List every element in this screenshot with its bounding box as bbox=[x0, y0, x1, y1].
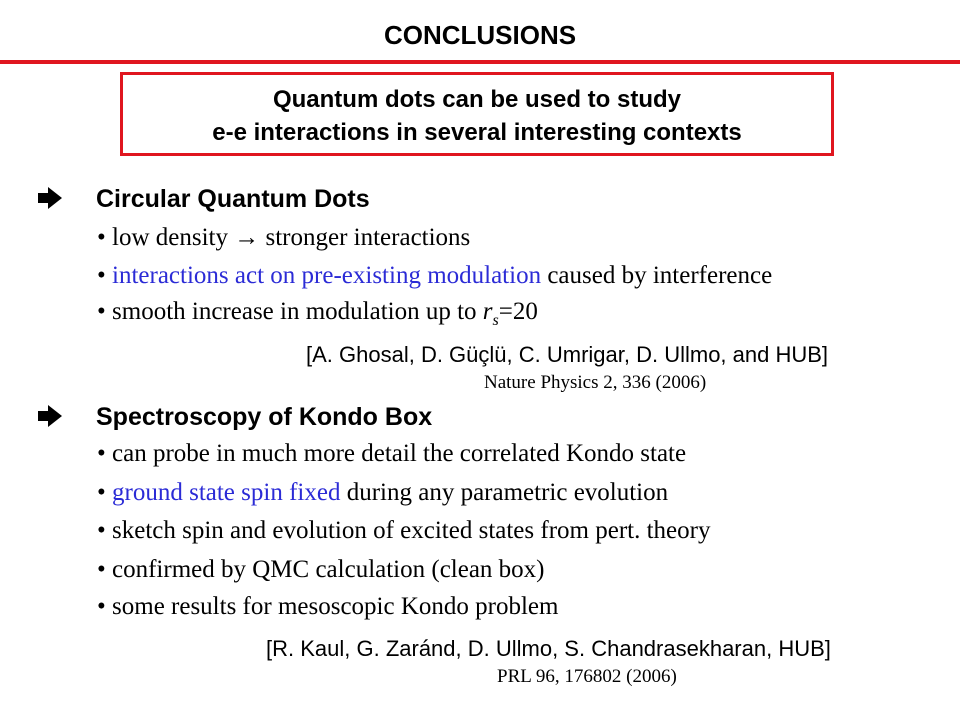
section-heading-kondo-box: Spectroscopy of Kondo Box bbox=[96, 403, 433, 431]
list-item: • low density → stronger interactions bbox=[97, 224, 471, 251]
bullet-highlight: interactions act on pre-existing modulation bbox=[112, 262, 542, 289]
citation-authors: [R. Kaul, G. Zaránd, D. Ullmo, S. Chandrasekharan, HUB] bbox=[266, 636, 831, 661]
list-item: • can probe in much more detail the correlated Kondo state bbox=[97, 440, 687, 467]
page-title: CONCLUSIONS bbox=[383, 20, 577, 50]
bullet-text: confirmed by QMC calculation (clean box) bbox=[112, 556, 545, 583]
bullet-text: smooth increase in modulation up to bbox=[112, 298, 483, 325]
bullet-text: sketch spin and evolution of excited states from pert. theory bbox=[112, 517, 711, 544]
right-arrow-icon bbox=[36, 404, 64, 435]
bullet-text: low density → stronger interactions bbox=[112, 224, 471, 251]
bullet-text: some results for mesoscopic Kondo problem bbox=[112, 593, 559, 620]
citation-journal: PRL 96, 176802 (2006) bbox=[497, 666, 677, 687]
citation-journal: Nature Physics 2, 336 (2006) bbox=[484, 372, 707, 393]
list-item: • ground state spin fixed during any parametric evolution bbox=[97, 479, 669, 506]
list-item: • confirmed by QMC calculation (clean box) bbox=[97, 556, 545, 583]
variable-subscript: s bbox=[492, 312, 499, 329]
bullet-text: caused by interference bbox=[541, 262, 773, 289]
list-item: • some results for mesoscopic Kondo problem bbox=[97, 593, 559, 620]
summary-box bbox=[120, 72, 834, 156]
right-arrow-icon bbox=[36, 186, 64, 217]
bullet-text: =20 bbox=[498, 298, 538, 325]
bullet-text: can probe in much more detail the correlated Kondo state bbox=[112, 440, 687, 467]
summary-line-2: e-e interactions in several interesting contexts bbox=[212, 119, 742, 146]
bullet-highlight: ground state spin fixed bbox=[112, 479, 341, 506]
summary-line-1: Quantum dots can be used to study bbox=[272, 86, 682, 113]
section-heading-circular-dots: Circular Quantum Dots bbox=[96, 185, 370, 213]
list-item: • sketch spin and evolution of excited states from pert. theory bbox=[97, 517, 711, 544]
bullet-text: during any parametric evolution bbox=[340, 479, 669, 506]
list-item: • interactions act on pre-existing modulation caused by interference bbox=[97, 262, 773, 289]
citation-authors: [A. Ghosal, D. Güçlü, C. Umrigar, D. Ullmo, and HUB] bbox=[306, 342, 829, 367]
title-underline bbox=[0, 60, 960, 64]
list-item: • smooth increase in modulation up to $r_s=20$ bbox=[97, 298, 538, 329]
variable-r: r bbox=[482, 298, 493, 325]
